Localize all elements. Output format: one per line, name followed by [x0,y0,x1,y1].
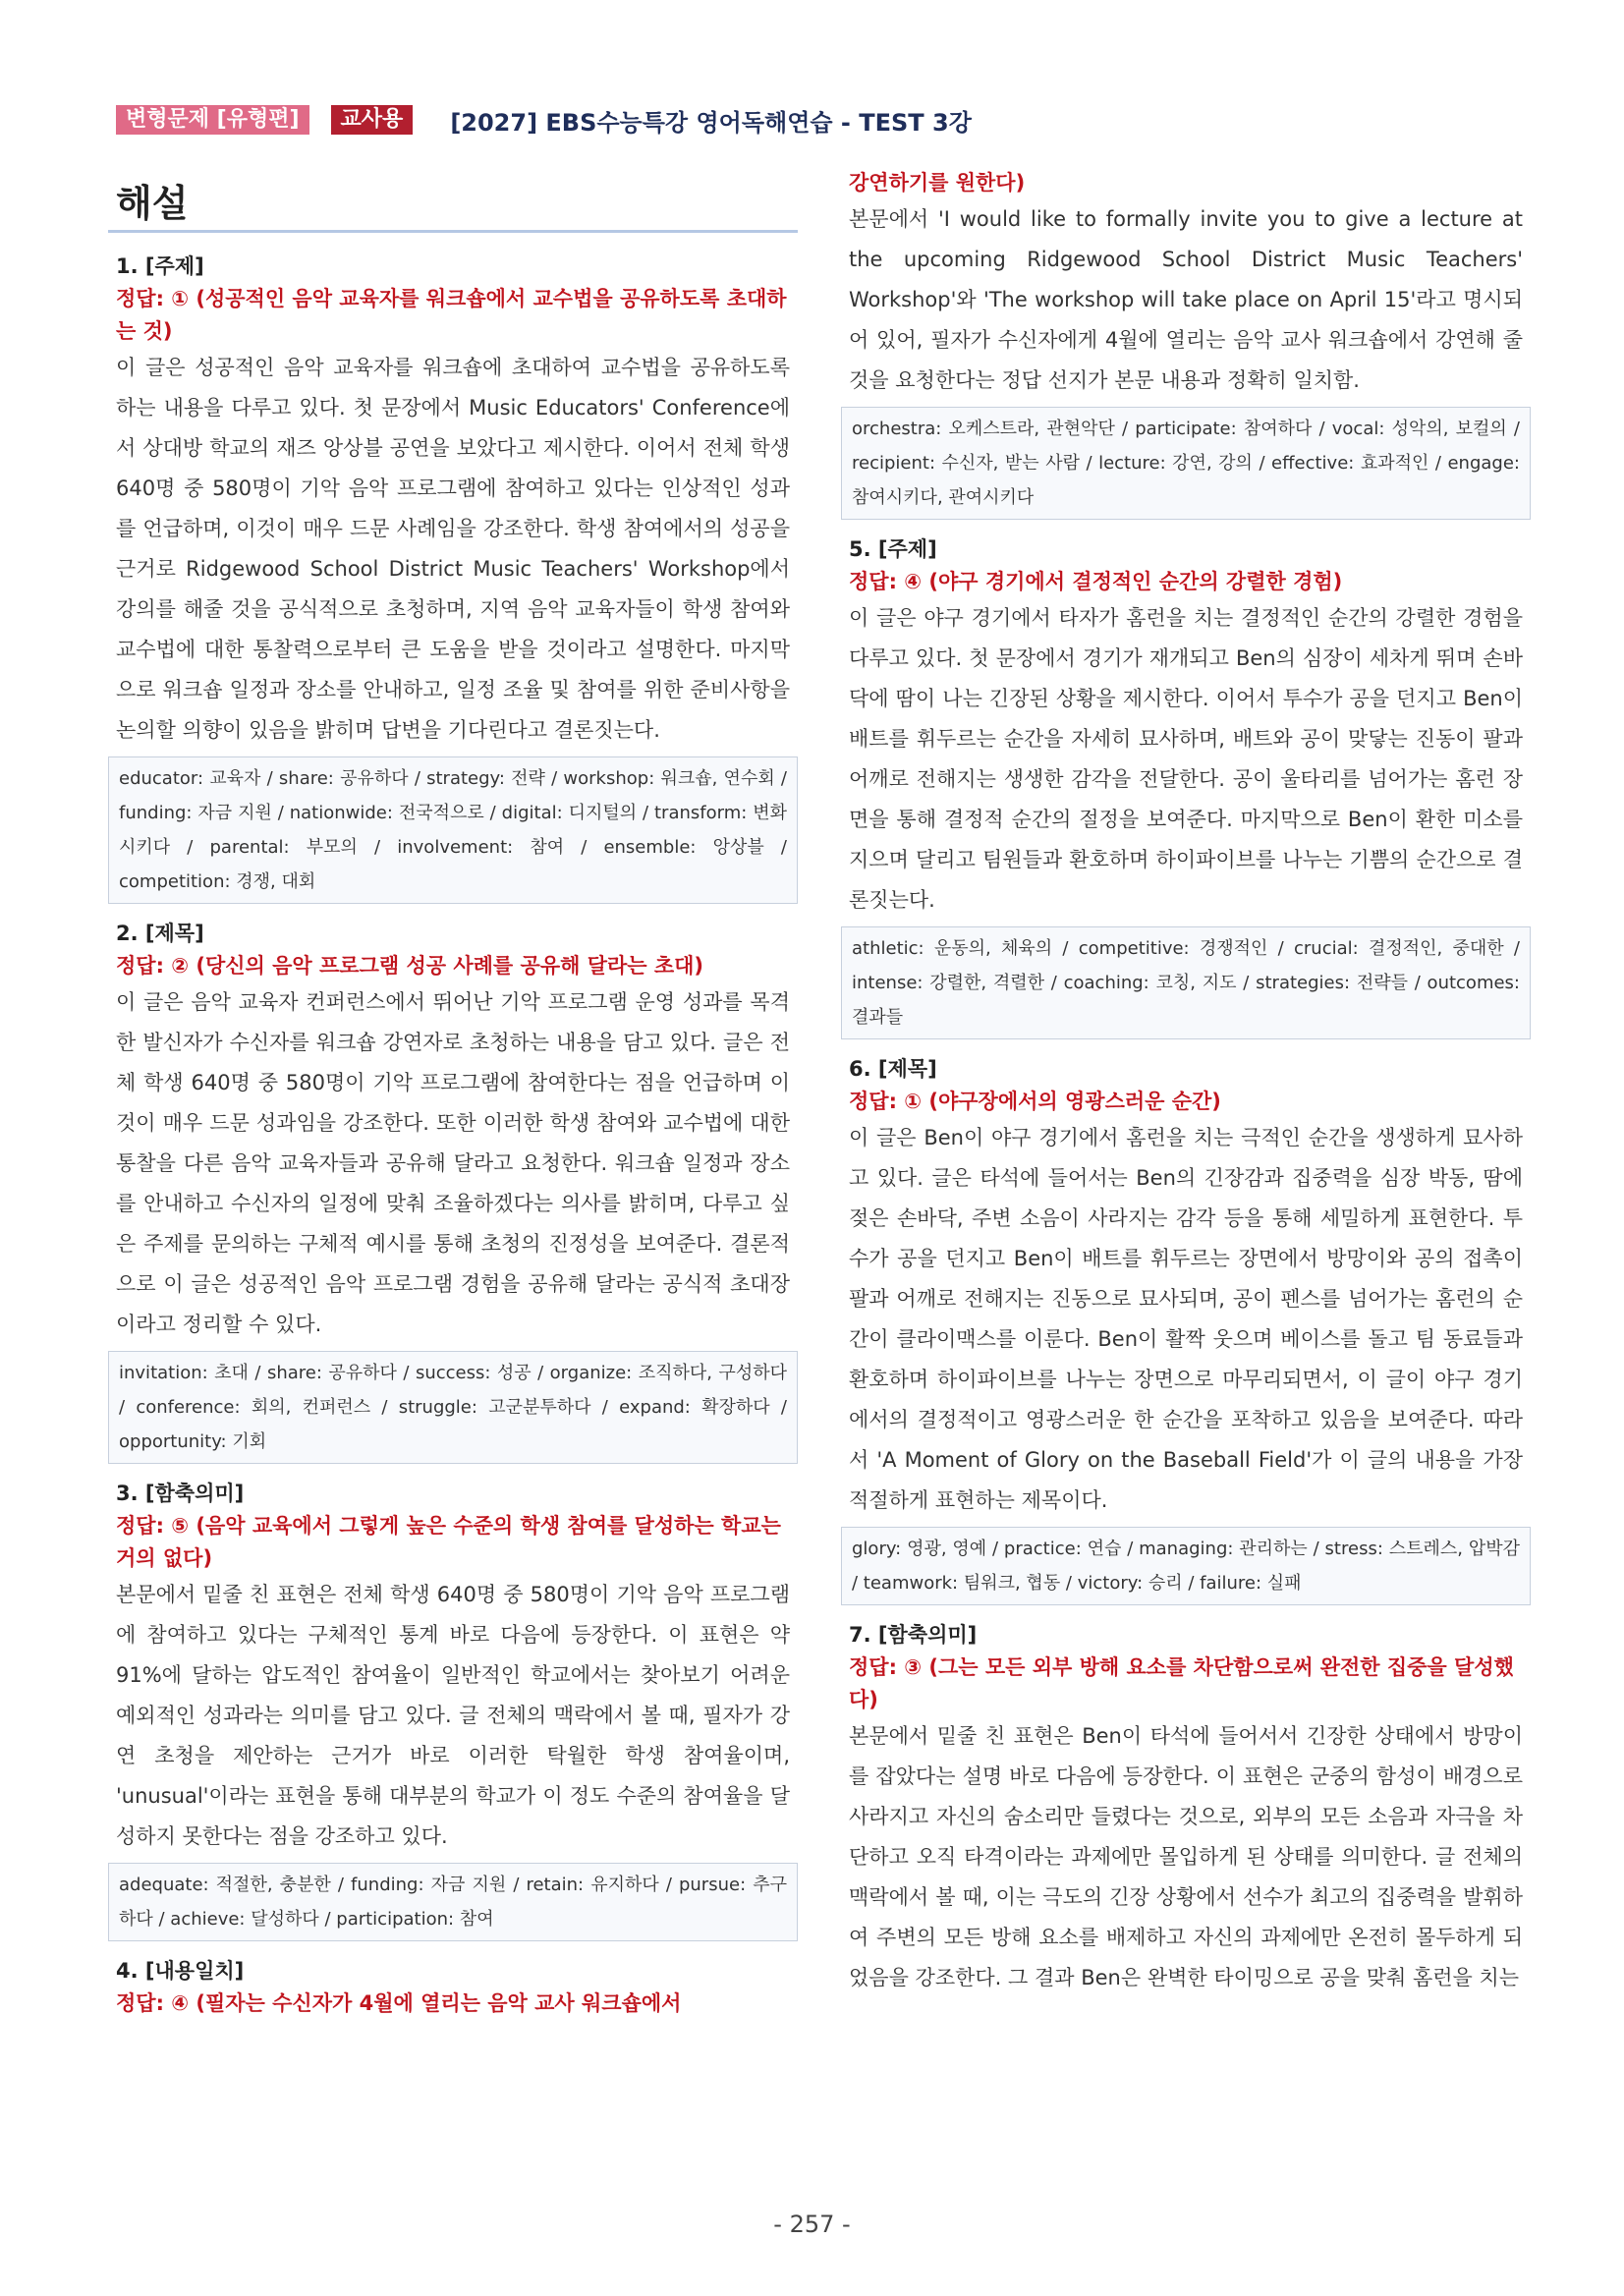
answer-line: 정답: ⑤ (음악 교육에서 그렇게 높은 수준의 학생 참여를 달성하는 학교는 거의 없다) [116,1514,781,1570]
answer-line: 정답: ② (당신의 음악 프로그램 성공 사례를 공유해 달라는 초대) [116,954,704,978]
question-7 [841,1619,1531,1998]
question-4-continued [841,167,1531,520]
answer-line: 정답: ① (성공적인 음악 교육자를 워크숍에서 교수법을 공유하도록 초대하는 것) [116,287,787,343]
question-heading: 3. [함축의미] [116,1482,245,1505]
question-heading: 1. [주제] [116,254,204,278]
answer-line: 정답: ① (야구장에서의 영광스러운 순간) [849,1090,1221,1113]
question-1 [108,251,798,904]
type-tag: 변형문제 [유형편] [116,105,309,135]
vocab-box: educator: 교육자 / share: 공유하다 / strategy: 전략 / workshop: 워크숍, 연수회 / funding: 자금 지원 / nationwide: 전국적으로 / digital: 디지털의 / transform: 변화시키다 / parental: 부모의 / involvement: 참여 / ensemble: 앙상블 / competition: 경쟁, 대회 [108,756,798,904]
page-number: - 257 - [773,2211,851,2238]
question-heading: 4. [내용일치] [116,1959,245,1983]
explanation-text: 본문에서 'I would like to formally invite you to give a lecture at the upcoming Ridgewood School District Music Teachers' Workshop'와 'The workshop will take place on April 15'라고 명시되어 있어, 필자가 수신자에게 4월에 열리는 음악 교사 워크숍에서 강연해 줄 것을 요청한다는 정답 선지가 본문 내용과 정확히 일치함. [849,207,1523,392]
explanation-text: 본문에서 밑줄 친 표현은 Ben이 타석에 들어서서 긴장한 상태에서 방망이를 잡았다는 설명 바로 다음에 등장한다. 이 표현은 군중의 함성이 배경으로 사라지고 자신의 숨소리만 들렸다는 것으로, 외부의 모든 소음과 자극을 차단하고 오직 타격이라는 과제에만 몰입하게 된 상태를 의미한다. 글 전체의 맥락에서 볼 때, 이는 극도의 긴장 상황에서 선수가 최고의 집중력을 발휘하여 주변의 모든 방해 요소를 배제하고 자신의 과제에만 온전히 몰두하게 되었음을 강조한다. 그 결과 Ben은 완벽한 타이밍으로 공을 맞춰 홈런을 치는 [849,1724,1523,1989]
question-5 [841,533,1531,1039]
question-heading: 6. [제목] [849,1057,937,1081]
answer-line: 정답: ③ (그는 모든 외부 방해 요소를 차단함으로써 완전한 집중을 달성했다) [849,1655,1514,1711]
question-4 [108,1955,798,2020]
explanation-text: 이 글은 Ben이 야구 경기에서 홈런을 치는 극적인 순간을 생생하게 묘사하고 있다. 글은 타석에 들어서는 Ben의 긴장감과 집중력을 심장 박동, 땀에 젖은 손바닥, 주변 소음이 사라지는 감각 등을 통해 세밀하게 표현한다. 투수가 공을 던지고 Ben이 배트를 휘두르는 장면에서 방망이와 공의 접촉이 팔과 어깨로 전해지는 진동으로 묘사되며, 공이 펜스를 넘어가는 홈런의 순간이 클라이맥스를 이룬다. Ben이 활짝 웃으며 베이스를 돌고 팀 동료들과 환호하며 하이파이브를 나누는 장면으로 마무리되면서, 이 글이 야구 경기에서의 결정적이고 영광스러운 한 순간을 포착하고 있음을 보여준다. 따라서 'A Moment of Glory on the Baseball Field'가 이 글의 내용을 가장 적절하게 표현하는 제목이다. [849,1126,1523,1512]
section-title: 해설 [116,182,189,225]
header-title: [2027] EBS수능특강 영어독해연습 - TEST 3강 [450,108,972,137]
explanation-text: 이 글은 야구 경기에서 타자가 홈런을 치는 결정적인 순간의 강렬한 경험을 다루고 있다. 첫 문장에서 경기가 재개되고 Ben의 심장이 세차게 뛰며 손바닥에 땀이 나는 긴장된 상황을 제시한다. 이어서 투수가 공을 던지고 Ben이 배트를 휘두르는 순간을 자세히 묘사하며, 배트와 공이 맞닿는 진동이 팔과 어깨로 전해지는 생생한 감각을 전달한다. 공이 울타리를 넘어가는 홈런 장면을 통해 결정적 순간의 절정을 보여준다. 마지막으로 Ben이 환한 미소를 지으며 달리고 팀원들과 환호하며 하이파이브를 나누는 기쁨의 순간으로 결론짓는다. [849,606,1523,912]
question-heading: 2. [제목] [116,922,204,945]
question-heading: 7. [함축의미] [849,1623,978,1647]
left-column [108,167,798,2020]
teacher-tag: 교사용 [331,105,414,135]
explanation-text: 이 글은 음악 교육자 컨퍼런스에서 뛰어난 기악 프로그램 운영 성과를 목격한 발신자가 수신자를 워크숍 강연자로 초청하는 내용을 담고 있다. 글은 전체 학생 640명 중 580명이 기악 프로그램에 참여한다는 점을 언급하며 이것이 매우 드문 성과임을 강조한다. 또한 이러한 학생 참여와 교수법에 대한 통찰을 다른 음악 교육자들과 공유해 달라고 요청한다. 워크숍 일정과 장소를 안내하고 수신자의 일정에 맞춰 조율하겠다는 의사를 밝히며, 다루고 싶은 주제를 문의하는 구체적 예시를 통해 초청의 진정성을 보여준다. 결론적으로 이 글은 성공적인 음악 프로그램 경험을 공유해 달라는 공식적 초대장이라고 정리할 수 있다. [116,990,790,1336]
answer-line: 정답: ④ (필자는 수신자가 4월에 열리는 음악 교사 워크숍에서 [116,1991,682,2015]
vocab-box: orchestra: 오케스트라, 관현악단 / participate: 참여하다 / vocal: 성악의, 보컬의 / recipient: 수신자, 받는 사람 / lecture: 강연, 강의 / effective: 효과적인 / engage: 참여시키다, 관여시키다 [841,407,1531,520]
answer-continuation: 강연하기를 원한다) [849,171,1026,195]
page-header [116,104,972,136]
vocab-box: athletic: 운동의, 체육의 / competitive: 경쟁적인 / crucial: 결정적인, 중대한 / intense: 강렬한, 격렬한 / coaching: 코칭, 지도 / strategies: 전략들 / outcomes: 결과들 [841,926,1531,1039]
right-column [841,167,1531,1998]
explanation-text: 이 글은 성공적인 음악 교육자를 워크숍에 초대하여 교수법을 공유하도록 하는 내용을 다루고 있다. 첫 문장에서 Music Educators' Conference에서 상대방 학교의 재즈 앙상블 공연을 보았다고 제시한다. 이어서 전체 학생 640명 중 580명이 기악 음악 프로그램에 참여하고 있다는 인상적인 성과를 언급하며, 이것이 매우 드문 사례임을 강조한다. 학생 참여에서의 성공을 근거로 Ridgewood School District Music Teachers' Workshop에서 강의를 해줄 것을 공식적으로 초청하며, 지역 음악 교육자들이 학생 참여와 교수법에 대한 통찰력으로부터 큰 도움을 받을 것이라고 설명한다. 마지막으로 워크숍 일정과 장소를 안내하고, 일정 조율 및 참여를 위한 준비사항을 논의할 의향이 있음을 밝히며 답변을 기다린다고 결론짓는다. [116,356,790,742]
title-divider [108,230,798,233]
question-2 [108,918,798,1464]
vocab-box: glory: 영광, 영예 / practice: 연습 / managing: 관리하는 / stress: 스트레스, 압박감 / teamwork: 팀워크, 협동 / victory: 승리 / failure: 실패 [841,1527,1531,1605]
explanation-text: 본문에서 밑줄 친 표현은 전체 학생 640명 중 580명이 기악 음악 프로그램에 참여하고 있다는 구체적인 통계 바로 다음에 등장한다. 이 표현은 약 91%에 달하는 압도적인 참여율이 일반적인 학교에서는 찾아보기 어려운 예외적인 성과라는 의미를 담고 있다. 글 전체의 맥락에서 볼 때, 필자가 강연 초청을 제안하는 근거가 바로 이러한 탁월한 학생 참여율이며, 'unusual'이라는 표현을 통해 대부분의 학교가 이 정도 수준의 참여율을 달성하지 못한다는 점을 강조하고 있다. [116,1583,790,1848]
question-6 [841,1053,1531,1605]
question-3 [108,1478,798,1941]
answer-line: 정답: ④ (야구 경기에서 결정적인 순간의 강렬한 경험) [849,570,1343,593]
vocab-box: adequate: 적절한, 충분한 / funding: 자금 지원 / retain: 유지하다 / pursue: 추구하다 / achieve: 달성하다 / participation: 참여 [108,1863,798,1941]
vocab-box: invitation: 초대 / share: 공유하다 / success: 성공 / organize: 조직하다, 구성하다 / conference: 회의, 컨퍼런스 / struggle: 고군분투하다 / expand: 확장하다 / opportunity: 기회 [108,1351,798,1464]
question-heading: 5. [주제] [849,537,937,561]
